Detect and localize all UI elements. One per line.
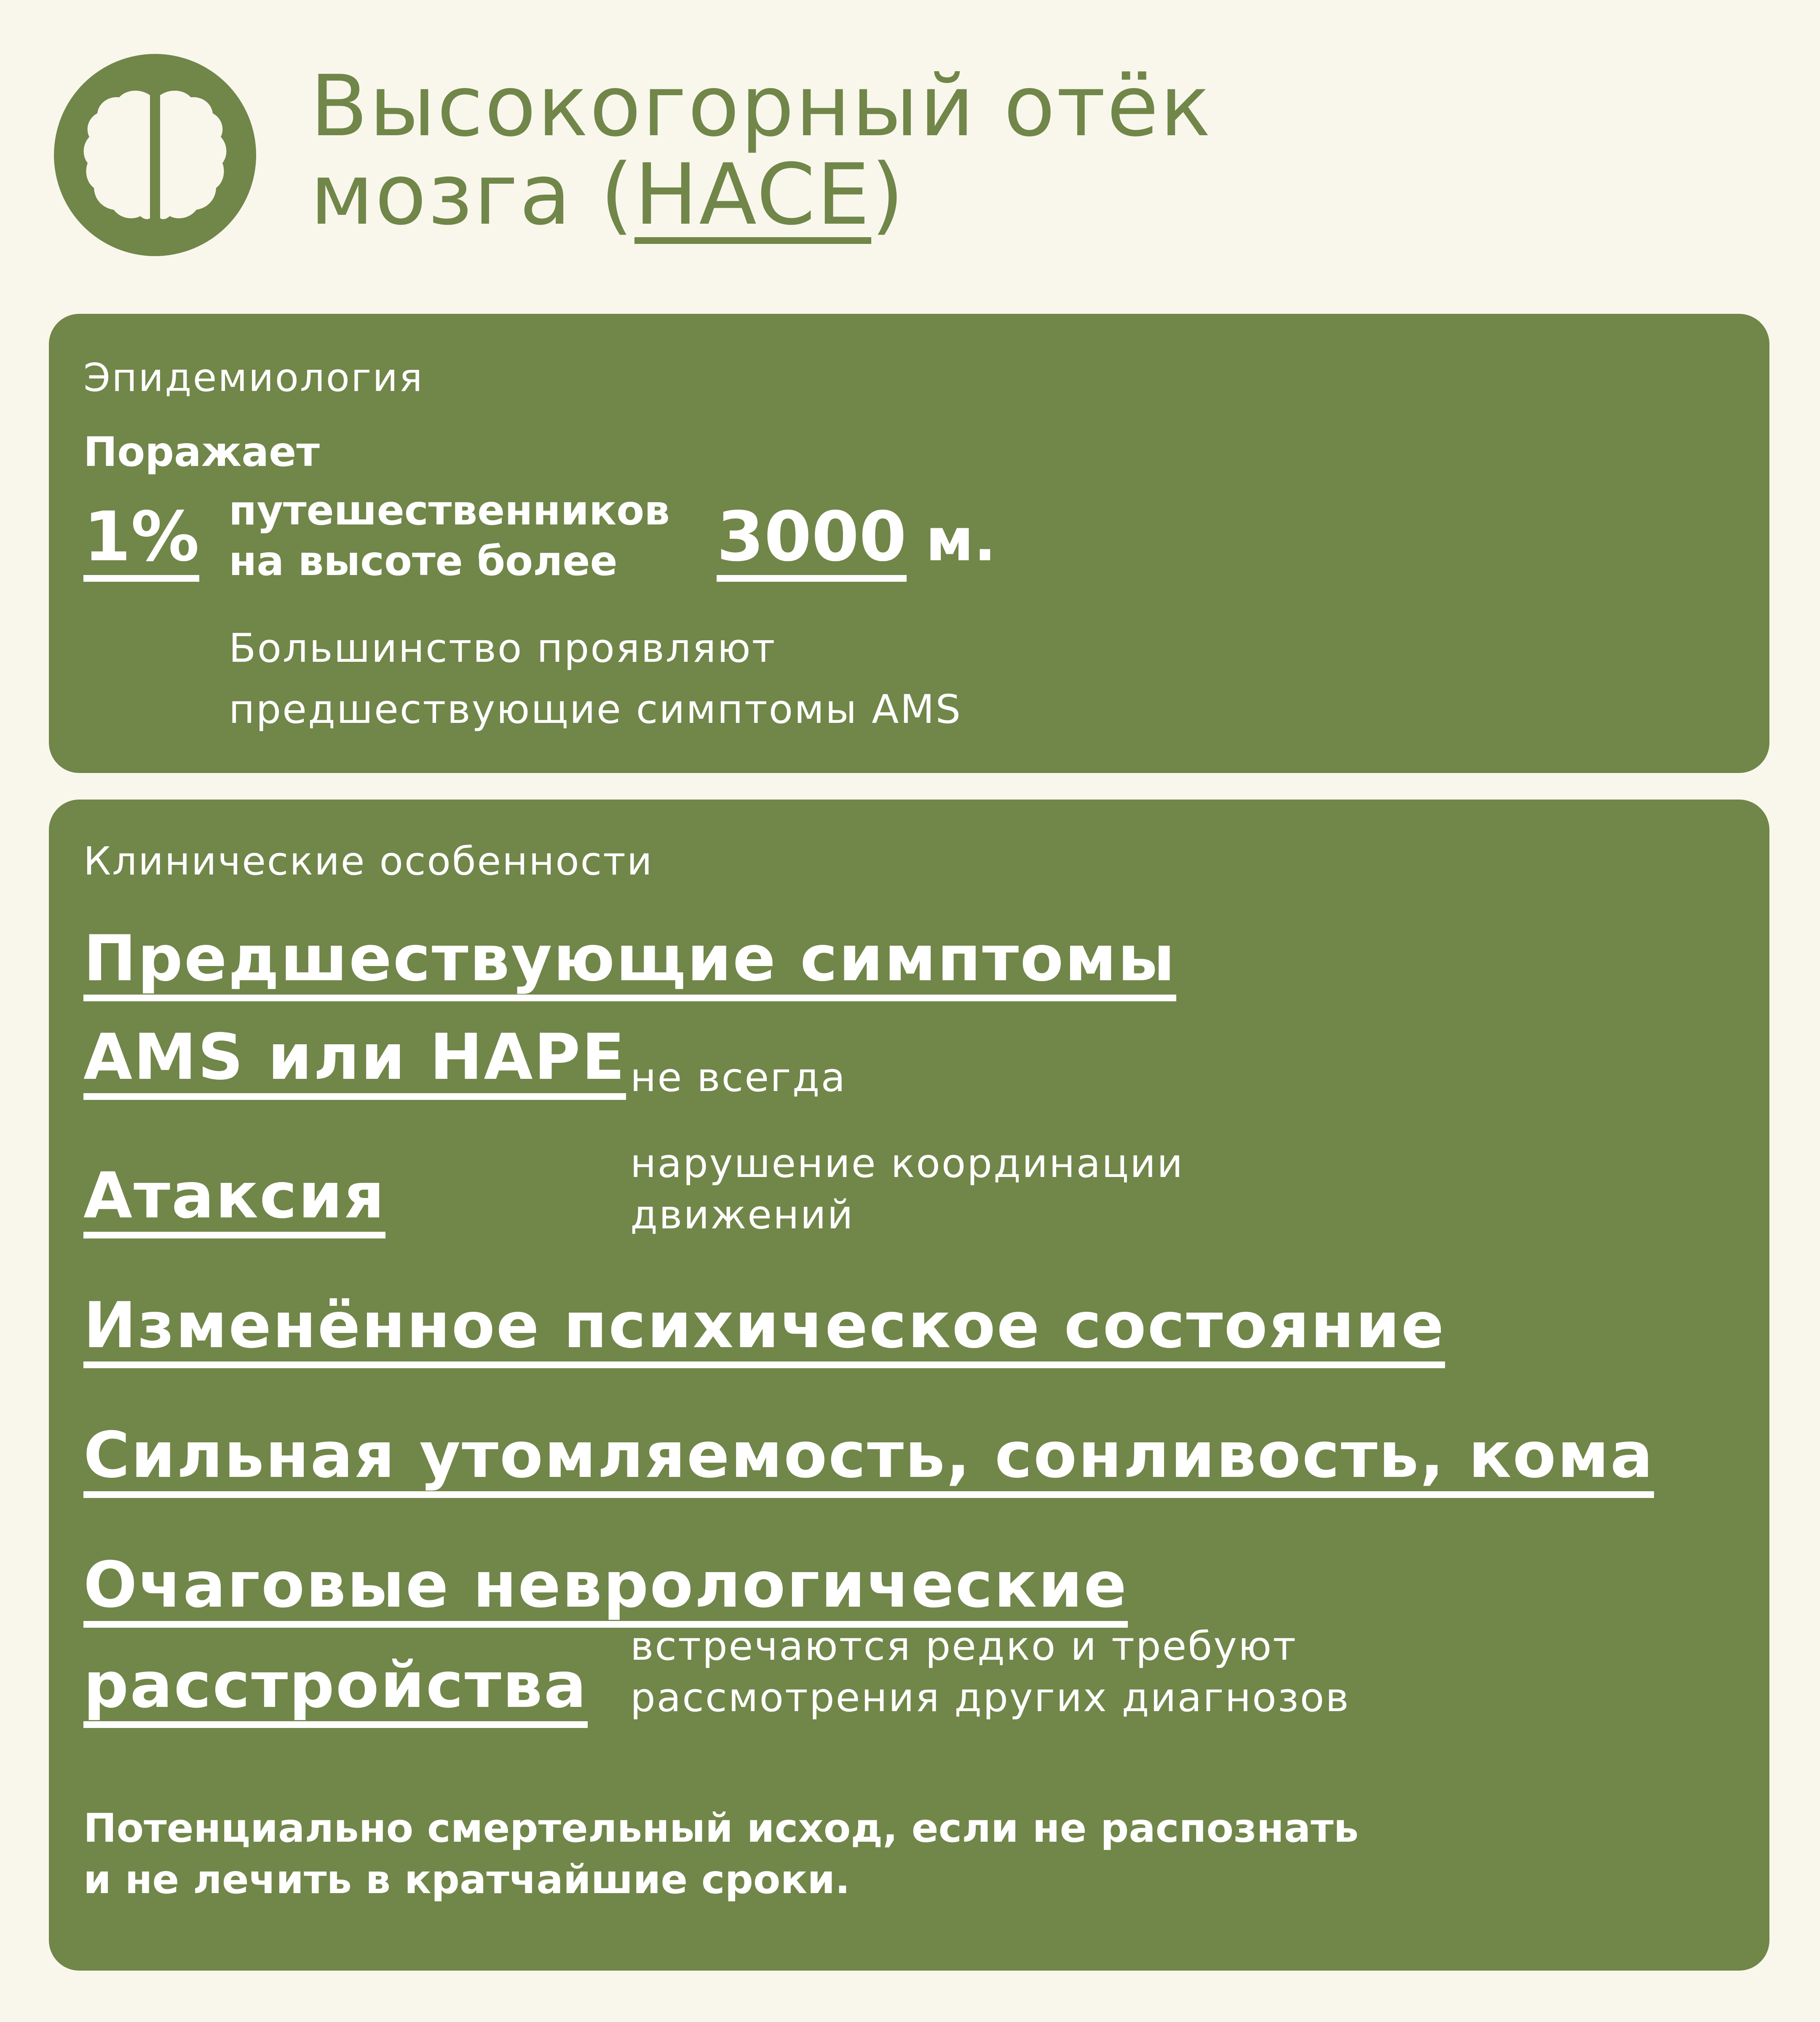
feature-ataxia-note-line-1: нарушение координации xyxy=(630,1141,1184,1187)
brain-badge xyxy=(54,54,256,256)
feature-title: Атаксия xyxy=(83,1160,385,1238)
epidemiology-card xyxy=(49,314,1769,773)
feature-focal-neuro-note-line-2: рассмотрения других диагнозов xyxy=(630,1675,1350,1721)
feature-focal-neuro-line-1 xyxy=(83,1549,1128,1628)
title-line-2 xyxy=(310,146,1212,244)
page-title xyxy=(310,57,1212,244)
feature-ataxia-note-line-2: движений xyxy=(630,1192,854,1238)
brain-icon xyxy=(54,54,256,256)
feature-title: Очаговые неврологические xyxy=(83,1549,1128,1628)
feature-focal-neuro-line-2 xyxy=(83,1650,588,1728)
feature-focal-neuro-note-line-1: встречаются редко и требуют xyxy=(630,1623,1297,1669)
feature-title: AMS или HAPE xyxy=(83,1022,626,1100)
epidemiology-note-line-1: Большинство проявляют xyxy=(229,626,776,671)
feature-prior-symptoms-line-1 xyxy=(83,923,1176,1001)
title-close-paren: ) xyxy=(871,146,905,244)
feature-prior-symptoms-note: не всегда xyxy=(630,1055,847,1101)
warning-line-2: и не лечить в кратчайшие сроки. xyxy=(83,1857,850,1903)
feature-title: Изменённое психическое состояние xyxy=(83,1290,1445,1368)
epidemiology-label: Эпидемиология xyxy=(83,355,424,400)
feature-title: Сильная утомляемость, сонливость, кома xyxy=(83,1420,1654,1498)
warning-line-1: Потенциально смертельный исход, если не распознать xyxy=(83,1805,1359,1851)
clinical-label: Клинические особенности xyxy=(83,839,653,884)
feature-mental-status xyxy=(83,1290,1445,1368)
epidemiology-note-line-2: предшествующие симптомы AMS xyxy=(229,687,962,733)
percent-value: 1% xyxy=(83,499,199,582)
feature-title: расстройства xyxy=(83,1650,588,1728)
altitude-stat xyxy=(717,499,996,582)
affects-label: Поражает xyxy=(83,428,320,476)
feature-title: Предшествующие симптомы xyxy=(83,923,1176,1001)
feature-prior-symptoms-line-2 xyxy=(83,1022,626,1100)
title-text: мозга ( xyxy=(310,146,634,244)
travelers-line-2: на высоте более xyxy=(229,538,618,585)
title-line-1: Высокогорный отёк xyxy=(310,57,1212,155)
altitude-value: 3000 xyxy=(717,499,907,582)
travelers-line-1: путешественников xyxy=(229,487,670,534)
clinical-features-card xyxy=(49,800,1769,1971)
feature-ataxia xyxy=(83,1160,385,1238)
title-abbreviation: HACE xyxy=(634,146,871,244)
feature-fatigue xyxy=(83,1420,1654,1498)
altitude-unit: м. xyxy=(925,506,996,575)
percent-stat xyxy=(83,499,199,582)
